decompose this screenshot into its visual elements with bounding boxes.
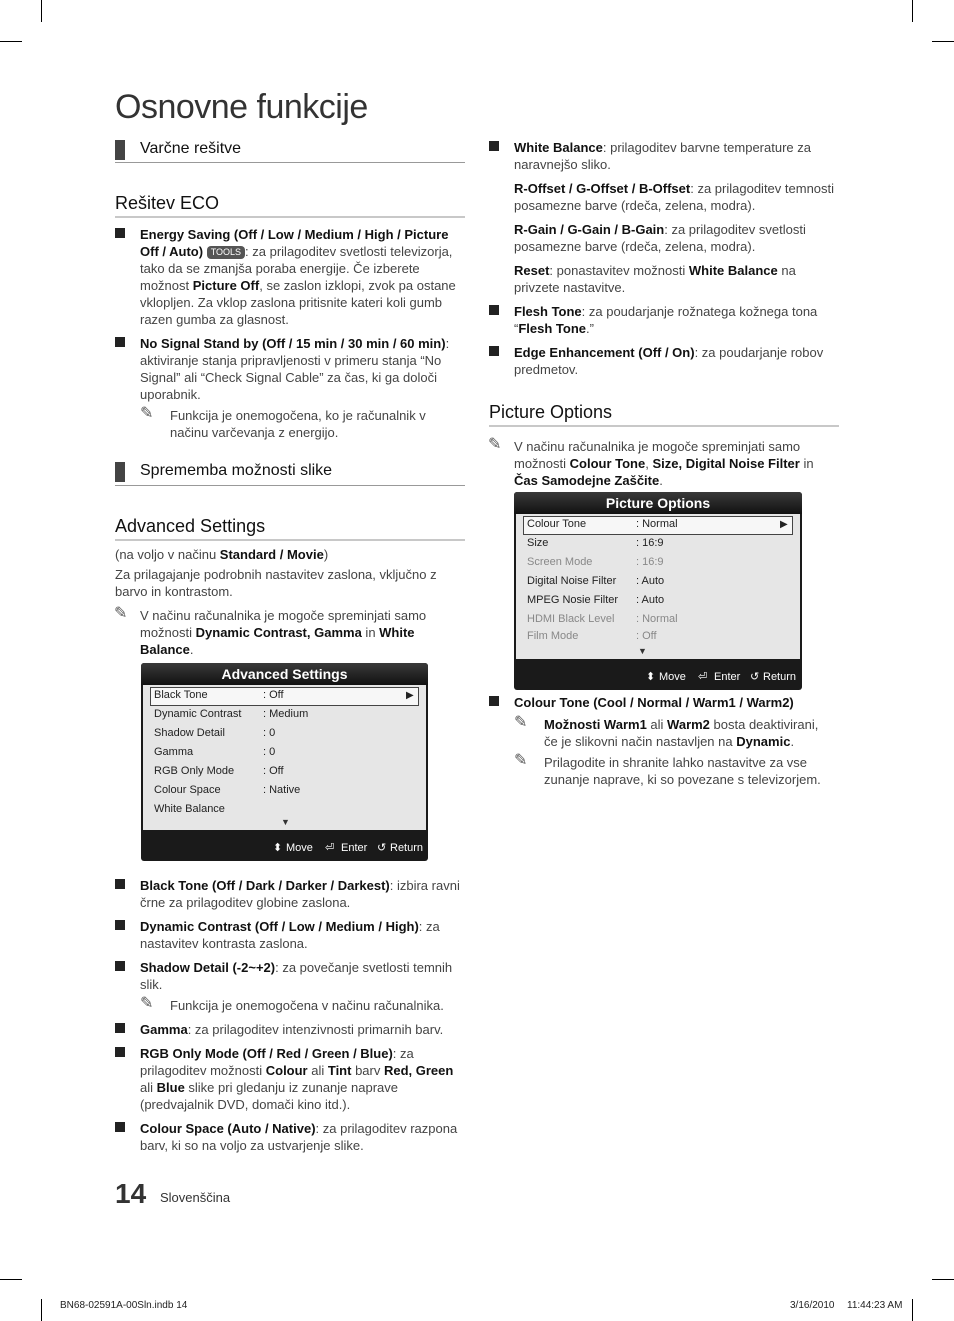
menu-footer: ⬍ Move ⏎ Enter ↺ Return: [141, 835, 428, 861]
arrow-down-icon: ▼: [281, 817, 290, 827]
bullet-icon: [115, 1023, 125, 1033]
return-icon: ↺: [750, 671, 760, 683]
pencil-icon: ✎: [514, 752, 528, 769]
subsection-title: Rešitev ECO: [115, 193, 220, 213]
pencil-icon: ✎: [488, 436, 502, 453]
availability-text: (na voljo v načinu Standard / Movie): [115, 547, 329, 562]
crop-mark: [912, 1299, 913, 1321]
reset-text: Reset: ponastavitev možnosti White Balance na privzete nastavitve.: [514, 263, 796, 295]
list-item-white-balance: White Balance: prilagoditev barvne temperature za naravnejšo sliko.: [514, 139, 839, 173]
note: ✎ Funkcija je onemogočena v načinu računalnika.: [140, 995, 444, 1013]
menu-row-film-mode[interactable]: Film Mode : Off: [527, 630, 657, 642]
menu-row-gamma[interactable]: Gamma : 0: [154, 746, 276, 758]
pencil-icon: ✎: [140, 995, 154, 1012]
pencil-icon: ✎: [114, 605, 128, 622]
enter-icon: ⏎: [325, 842, 335, 854]
menu-row-black-tone[interactable]: Black Tone : Off ▶: [143, 686, 426, 705]
bullet-icon: [489, 346, 499, 356]
divider: [115, 216, 465, 218]
menu-row-size[interactable]: Size : 16:9: [527, 537, 664, 549]
footer-file: BN68-02591A-00Sln.indb 14: [60, 1300, 188, 1311]
list-item-no-signal: No Signal Stand by (Off / 15 min / 30 min / 60 min): aktiviranje stanja pripravljenosti v primeru stanja “No Signal” ali “Check Signal Cable” za čas, ki ga določi uporabnik.: [140, 335, 465, 403]
crop-mark: [41, 1299, 42, 1321]
menu-footer: ⬍ Move ⏎ Enter ↺ Return: [514, 664, 802, 690]
arrow-down-icon: ▼: [638, 646, 647, 656]
menu-row-dynamic-contrast[interactable]: Dynamic Contrast : Medium: [154, 708, 309, 720]
enter-icon: ⏎: [698, 671, 708, 683]
picture-options-menu: [514, 492, 802, 690]
tools-icon: TOOLS: [207, 246, 245, 259]
menu-row-colour-space[interactable]: Colour Space : Native: [154, 784, 301, 796]
list-item-dynamic-contrast: Dynamic Contrast (Off / Low / Medium / High): za nastavitev kontrasta zaslona.: [140, 918, 465, 952]
divider: [489, 425, 839, 427]
menu-body: [143, 685, 426, 830]
page-title: Osnovne funkcije: [115, 88, 368, 126]
note: ✎ Prilagodite in shranite lahko nastavitve za vse zunanje naprave, ki so povezane s televizorjem.: [514, 752, 821, 787]
menu-title: Picture Options: [514, 492, 802, 514]
note: ✎ Možnosti Warm1 ali Warm2 bosta deaktivirani, če je slikovni način nastavljen na Dynamic.: [514, 714, 819, 749]
list-item-rgb-only: RGB Only Mode (Off / Red / Green / Blue): za prilagoditev možnosti Colour ali Tint barv Red, Green ali Blue slike pri gledanju iz zunanje naprave (predvajalnik DVD, domači kino itd.).: [140, 1045, 465, 1113]
crop-mark: [932, 1279, 954, 1280]
divider: [115, 162, 465, 163]
description-text: Za prilagajanje podrobnih nastavitev zaslona, vključno z barvo in kontrastom.: [115, 567, 437, 599]
offset-text: R-Offset / G-Offset / B-Offset: za prilagoditev temnosti posamezne barve (rdeča, zelena, modra).: [514, 181, 835, 213]
bullet-icon: [115, 879, 125, 889]
list-item-colour-tone: Colour Tone (Cool / Normal / Warm1 / Warm2): [514, 694, 839, 711]
note: ✎ Funkcija je onemogočena, ko je računalnik v načinu varčevanja z energijo.: [140, 405, 426, 440]
gain-text: R-Gain / G-Gain / B-Gain: za prilagoditev svetlosti posamezne barve (rdeča, zelena, modra).: [514, 222, 806, 254]
bullet-icon: [489, 696, 499, 706]
list-item-flesh-tone: Flesh Tone: za poudarjanje rožnatega kožnega tona “Flesh Tone.”: [514, 303, 839, 337]
section-bar: [115, 462, 125, 482]
pencil-icon: ✎: [140, 405, 154, 422]
move-icon: ⬍: [646, 671, 656, 683]
menu-row-rgb-only[interactable]: RGB Only Mode : Off: [154, 765, 284, 777]
section-bar: [115, 140, 125, 160]
subsection-title: Picture Options: [489, 402, 613, 422]
bullet-icon: [115, 920, 125, 930]
list-item-energy-saving: Energy Saving (Off / Low / Medium / High / Picture Off / Auto) TOOLS : za prilagoditev svetlosti televizorja, tako da se zmanjša poraba energije. Če izberete možnost Picture Off, se zaslon izklopi, zvok pa ostane vklopljen. Za vklop zaslona pritisnite kateri koli gumb razen gumba za glasnost.: [140, 226, 465, 328]
list-item-shadow-detail: Shadow Detail (-2~+2): za povečanje svetlosti temnih slik.: [140, 959, 465, 993]
bullet-icon: [115, 1047, 125, 1057]
menu-row-hdmi-black-level[interactable]: HDMI Black Level : Normal: [527, 613, 678, 625]
menu-row-mpeg-noise-filter[interactable]: MPEG Nosie Filter : Auto: [527, 594, 665, 606]
menu-row-shadow-detail[interactable]: Shadow Detail : 0: [154, 727, 276, 739]
pencil-icon: ✎: [514, 714, 528, 731]
crop-mark: [932, 41, 954, 42]
divider: [115, 539, 465, 541]
footer-time: 11:44:23 AM: [847, 1300, 903, 1311]
arrow-right-icon: ▶: [780, 519, 788, 530]
list-item-edge-enhancement: Edge Enhancement (Off / On): za poudarjanje robov predmetov.: [514, 344, 839, 378]
footer-date: 3/16/2010: [790, 1300, 835, 1311]
bullet-icon: [115, 961, 125, 971]
section-header: [115, 462, 465, 484]
advanced-settings-menu: [141, 663, 428, 861]
bullet-icon: [489, 141, 499, 151]
list-item-colour-space: Colour Space (Auto / Native): za prilagoditev razpona barv, ki so na voljo za ustvarjenje slike.: [140, 1120, 465, 1154]
crop-mark: [0, 1279, 22, 1280]
menu-row-digital-noise-filter[interactable]: Digital Noise Filter : Auto: [527, 575, 665, 587]
menu-row-white-balance[interactable]: White Balance: [154, 803, 225, 815]
section-title: Sprememba možnosti slike: [140, 462, 333, 479]
page-number: 14: [115, 1178, 147, 1209]
subsection-title: Advanced Settings: [115, 516, 266, 536]
list-item-black-tone: Black Tone (Off / Dark / Darker / Darkest): izbira ravni črne za prilagoditev globine zaslona.: [140, 877, 465, 911]
crop-mark: [0, 41, 22, 42]
crop-mark: [41, 0, 42, 22]
menu-row-colour-tone[interactable]: Colour Tone : Normal ▶: [516, 515, 800, 534]
menu-title: Advanced Settings: [141, 663, 428, 685]
arrow-right-icon: ▶: [406, 690, 414, 701]
section-header: [115, 140, 465, 162]
page-language: Slovenščina: [160, 1190, 231, 1205]
bullet-icon: [115, 1122, 125, 1132]
section-title: Varčne rešitve: [140, 140, 242, 157]
crop-mark: [912, 0, 913, 22]
bullet-icon: [489, 305, 499, 315]
bullet-icon: [115, 337, 125, 347]
move-icon: ⬍: [273, 842, 283, 854]
menu-row-screen-mode[interactable]: Screen Mode : 16:9: [527, 556, 664, 568]
divider: [115, 485, 465, 486]
return-icon: ↺: [377, 842, 387, 854]
note: ✎ V načinu računalnika je mogoče spreminjati samo možnosti Dynamic Contrast, Gamma in White Balance.: [114, 605, 427, 657]
note: ✎ V načinu računalnika je mogoče spreminjati samo možnosti Colour Tone, Size, Digital Noise Filter in Čas Samodejne Zaščite.: [488, 436, 814, 488]
menu-body: [516, 514, 800, 659]
list-item-gamma: Gamma: za prilagoditev intenzivnosti primarnih barv.: [140, 1021, 465, 1038]
bullet-icon: [115, 228, 125, 238]
